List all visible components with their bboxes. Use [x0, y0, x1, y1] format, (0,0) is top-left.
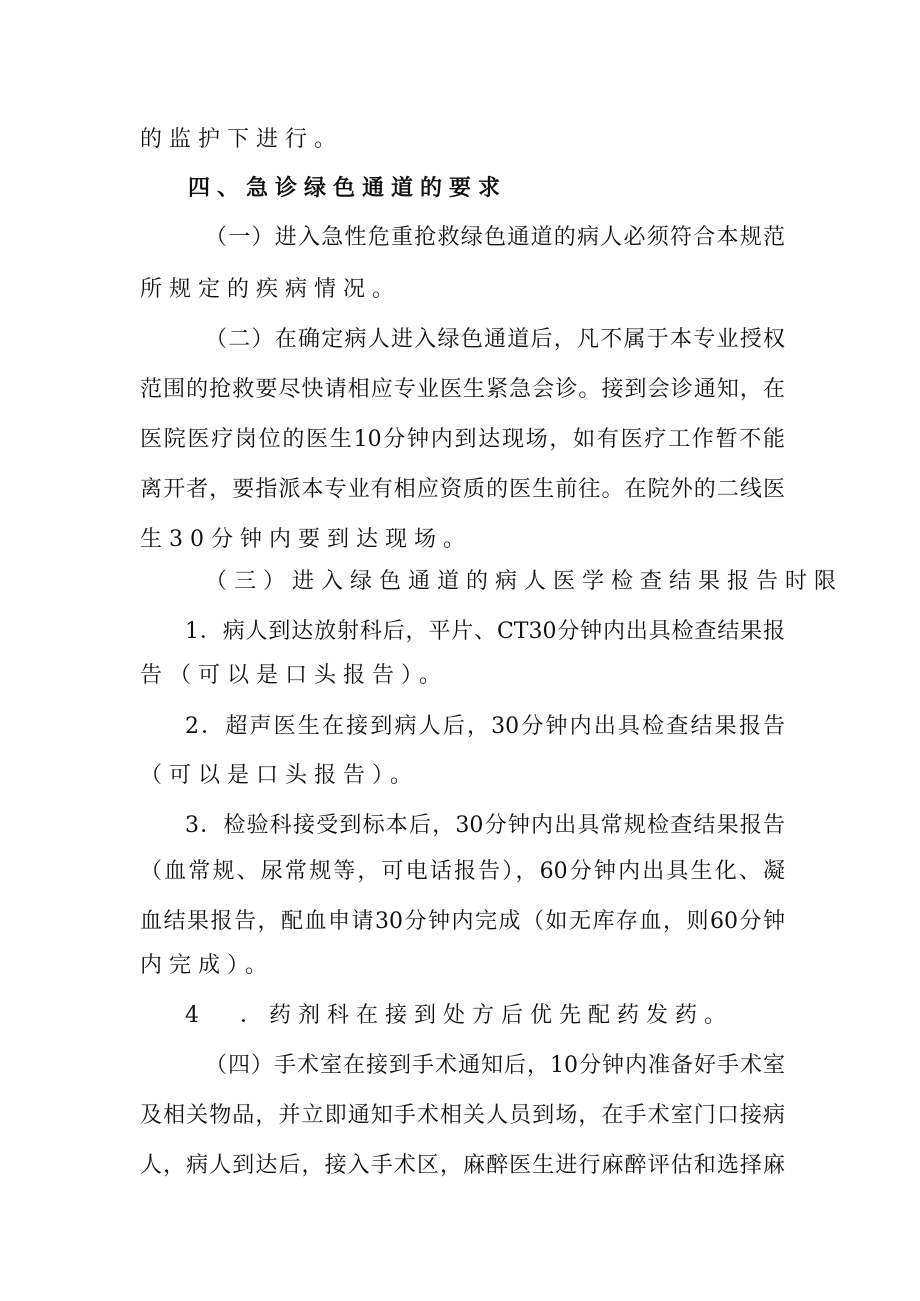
- paragraph-line: 人，病人到达后，接入手术区，麻醉医生进行麻醉评估和选择麻: [140, 1153, 785, 1178]
- list-item-line: 血结果报告，配血申请30分钟内完成（如无库存血，则60分钟: [140, 909, 785, 934]
- list-item-line: 1．病人到达放射科后，平片、CT30分钟内出具检查结果报: [185, 619, 785, 644]
- paragraph-line: （一）进入急性危重抢救绿色通道的病人必须符合本规范: [205, 225, 785, 250]
- list-item-line: （可以是口头报告）。: [140, 763, 420, 788]
- paragraph-line: 范围的抢救要尽快请相应专业医生紧急会诊。接到会诊通知，在: [140, 377, 785, 402]
- list-item-line: 2．超声医生在接到病人后，30分钟内出具检查结果报告: [185, 714, 785, 739]
- paragraph-line: （二）在确定病人进入绿色通道后，凡不属于本专业授权: [205, 327, 785, 352]
- paragraph-line: （四）手术室在接到手术通知后，10分钟内准备好手术室: [205, 1053, 785, 1078]
- list-item-line: 内完成）。: [140, 953, 275, 978]
- list-item-line: （血常规、尿常规等，可电话报告），60分钟内出具生化、凝: [140, 859, 785, 884]
- section-heading: 四、急诊绿色通道的要求: [188, 175, 508, 201]
- paragraph-line: 医院医疗岗位的医生10分钟内到达现场，如有医疗工作暂不能: [140, 427, 785, 452]
- paragraph-line: 所规定的疾病情况。: [140, 277, 402, 302]
- paragraph-line: 的监护下进行。: [140, 127, 344, 152]
- list-item-number: 4: [185, 1003, 206, 1028]
- list-item-line: 3．检验科接受到标本后，30分钟内出具常规检查结果报告: [185, 813, 785, 838]
- paragraph-line: 及相关物品，并立即通知手术相关人员到场，在手术室门口接病: [140, 1103, 785, 1128]
- paragraph-line: 离开者，要指派本专业有相应资质的医生前往。在院外的二线医: [140, 477, 785, 502]
- list-item-line: 告（可以是口头报告）。: [140, 663, 449, 688]
- list-item-line: ．药剂科在接到处方后优先配药发药。: [240, 1003, 734, 1028]
- paragraph-line: 生30分钟内要到达现场。: [140, 527, 472, 552]
- subsection-heading: （三）进入绿色通道的病人医学检查结果报告时限: [205, 569, 844, 594]
